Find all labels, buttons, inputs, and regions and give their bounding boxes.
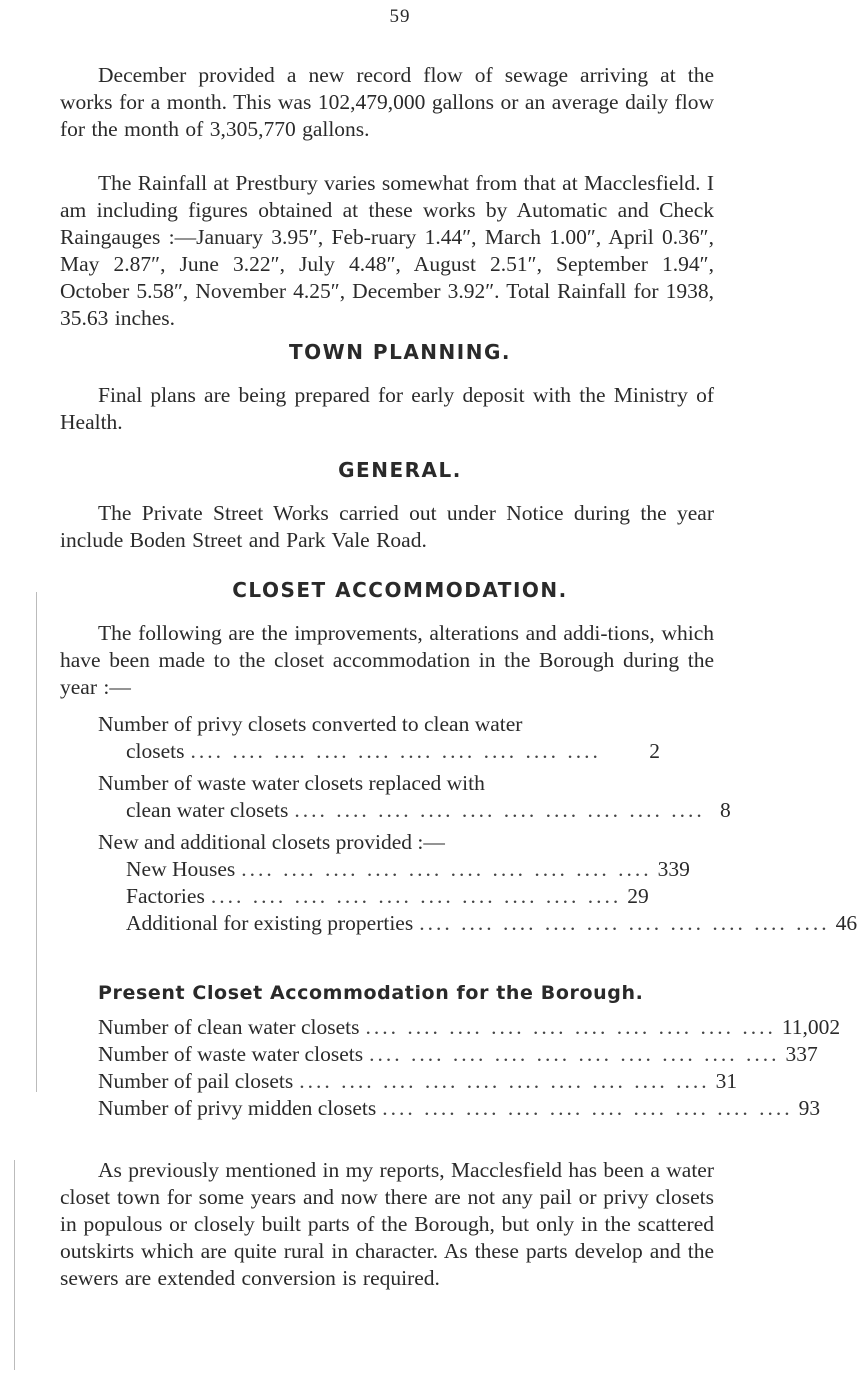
pail-closets-row [98, 1068, 738, 1095]
new-additional-row [98, 829, 660, 856]
general-paragraph: The Private Street Works carried out under Notice during the year include Boden Street and Park Vale Road. [60, 501, 714, 552]
factories-row [126, 883, 649, 910]
waste-water-value: 337 [785, 1042, 818, 1066]
general-heading: GENERAL. [338, 458, 462, 482]
new-houses-value: 339 [657, 857, 690, 881]
clean-water-row [98, 1014, 841, 1041]
waste-replaced-label: Number of waste water closets replaced with [98, 771, 485, 795]
privy-converted-row [98, 711, 660, 738]
scan-margin-line-lower [14, 1160, 15, 1370]
closet-intro-paragraph: The following are the improvements, alterations and addi-tions, which have been made to the closet accommodation in the Borough during the year :— [60, 621, 714, 699]
conversion-paragraph: As previously mentioned in my reports, Macclesfield has been a water closet town for some years and now there are not any pail or privy closets in populous or closely built parts of the Borough, but only in the scattered outskirts which are quite rural in character. As these parts develop and the sewers are extended conversion is required. [60, 1158, 714, 1290]
waste-water-row [98, 1041, 818, 1068]
leader-dots: .... .... .... .... .... .... .... .... .... .... [241, 857, 652, 881]
privy-midden-row [98, 1095, 821, 1122]
clean-water-label: Number of clean water closets [98, 1015, 360, 1039]
leader-dots: .... .... .... .... .... .... .... .... .... .... [190, 739, 601, 763]
town-planning-heading: TOWN PLANNING. [289, 340, 511, 364]
scan-margin-line [36, 592, 37, 1092]
existing-properties-value: 46 [835, 911, 857, 935]
existing-properties-label: Additional for existing properties [126, 911, 414, 935]
waste-replaced-row [98, 770, 660, 797]
privy-midden-value: 93 [798, 1096, 821, 1120]
leader-dots: .... .... .... .... .... .... .... .... .... .... [369, 1042, 780, 1066]
privy-midden-label: Number of privy midden closets [98, 1096, 377, 1120]
waste-replaced-row-cont [126, 797, 731, 824]
factories-value: 29 [627, 884, 649, 908]
leader-dots: .... .... .... .... .... .... .... .... .... .... [382, 1096, 793, 1120]
privy-converted-label: Number of privy closets converted to clean water [98, 712, 523, 736]
present-closet-heading: Present Closet Accommodation for the Borough. [98, 982, 644, 1004]
new-additional-label: New and additional closets provided :— [98, 830, 445, 854]
rainfall-paragraph: The Rainfall at Prestbury varies somewhat from that at Macclesfield. I am including figures obtained at these works by Automatic and Check Raingauges :—January 3.95″, Feb-ruary 1.44″, March 1.00″, April 0.36″, May 2.87″, June 3.22″, July 4.48″, August 2.51″, September 1.94″, October 5.58″, November 4.25″, December 3.92″. Total Rainfall for 1938, 35.63 inches. [60, 171, 714, 330]
sewage-flow-paragraph: December provided a new record flow of sewage arriving at the works for a month. This was 102,479,000 gallons or an average daily flow for the month of 3,305,770 gallons. [60, 63, 714, 141]
pail-closets-label: Number of pail closets [98, 1069, 294, 1093]
pail-closets-value: 31 [715, 1069, 738, 1093]
privy-converted-value: 2 [649, 739, 660, 763]
closet-accommodation-heading: CLOSET ACCOMMODATION. [232, 578, 568, 602]
page-number: 59 [389, 6, 411, 27]
leader-dots: .... .... .... .... .... .... .... .... .... .... [299, 1069, 710, 1093]
leader-dots: .... .... .... .... .... .... .... .... .... .... [210, 884, 622, 908]
new-houses-label: New Houses [126, 857, 236, 881]
clean-water-value: 11,002 [781, 1015, 841, 1039]
leader-dots: .... .... .... .... .... .... .... .... .... .... [294, 798, 705, 822]
waste-replaced-value: 8 [720, 798, 731, 822]
waste-water-label: Number of waste water closets [98, 1042, 364, 1066]
existing-properties-row [126, 910, 857, 937]
privy-converted-label-cont: closets [126, 739, 185, 763]
leader-dots: .... .... .... .... .... .... .... .... .... .... [365, 1015, 776, 1039]
privy-converted-row-cont [126, 738, 660, 765]
leader-dots: .... .... .... .... .... .... .... .... .... .... [419, 911, 830, 935]
factories-label: Factories [126, 884, 205, 908]
new-houses-row [126, 856, 690, 883]
town-planning-paragraph: Final plans are being prepared for early deposit with the Ministry of Health. [60, 383, 714, 434]
waste-replaced-label-cont: clean water closets [126, 798, 289, 822]
